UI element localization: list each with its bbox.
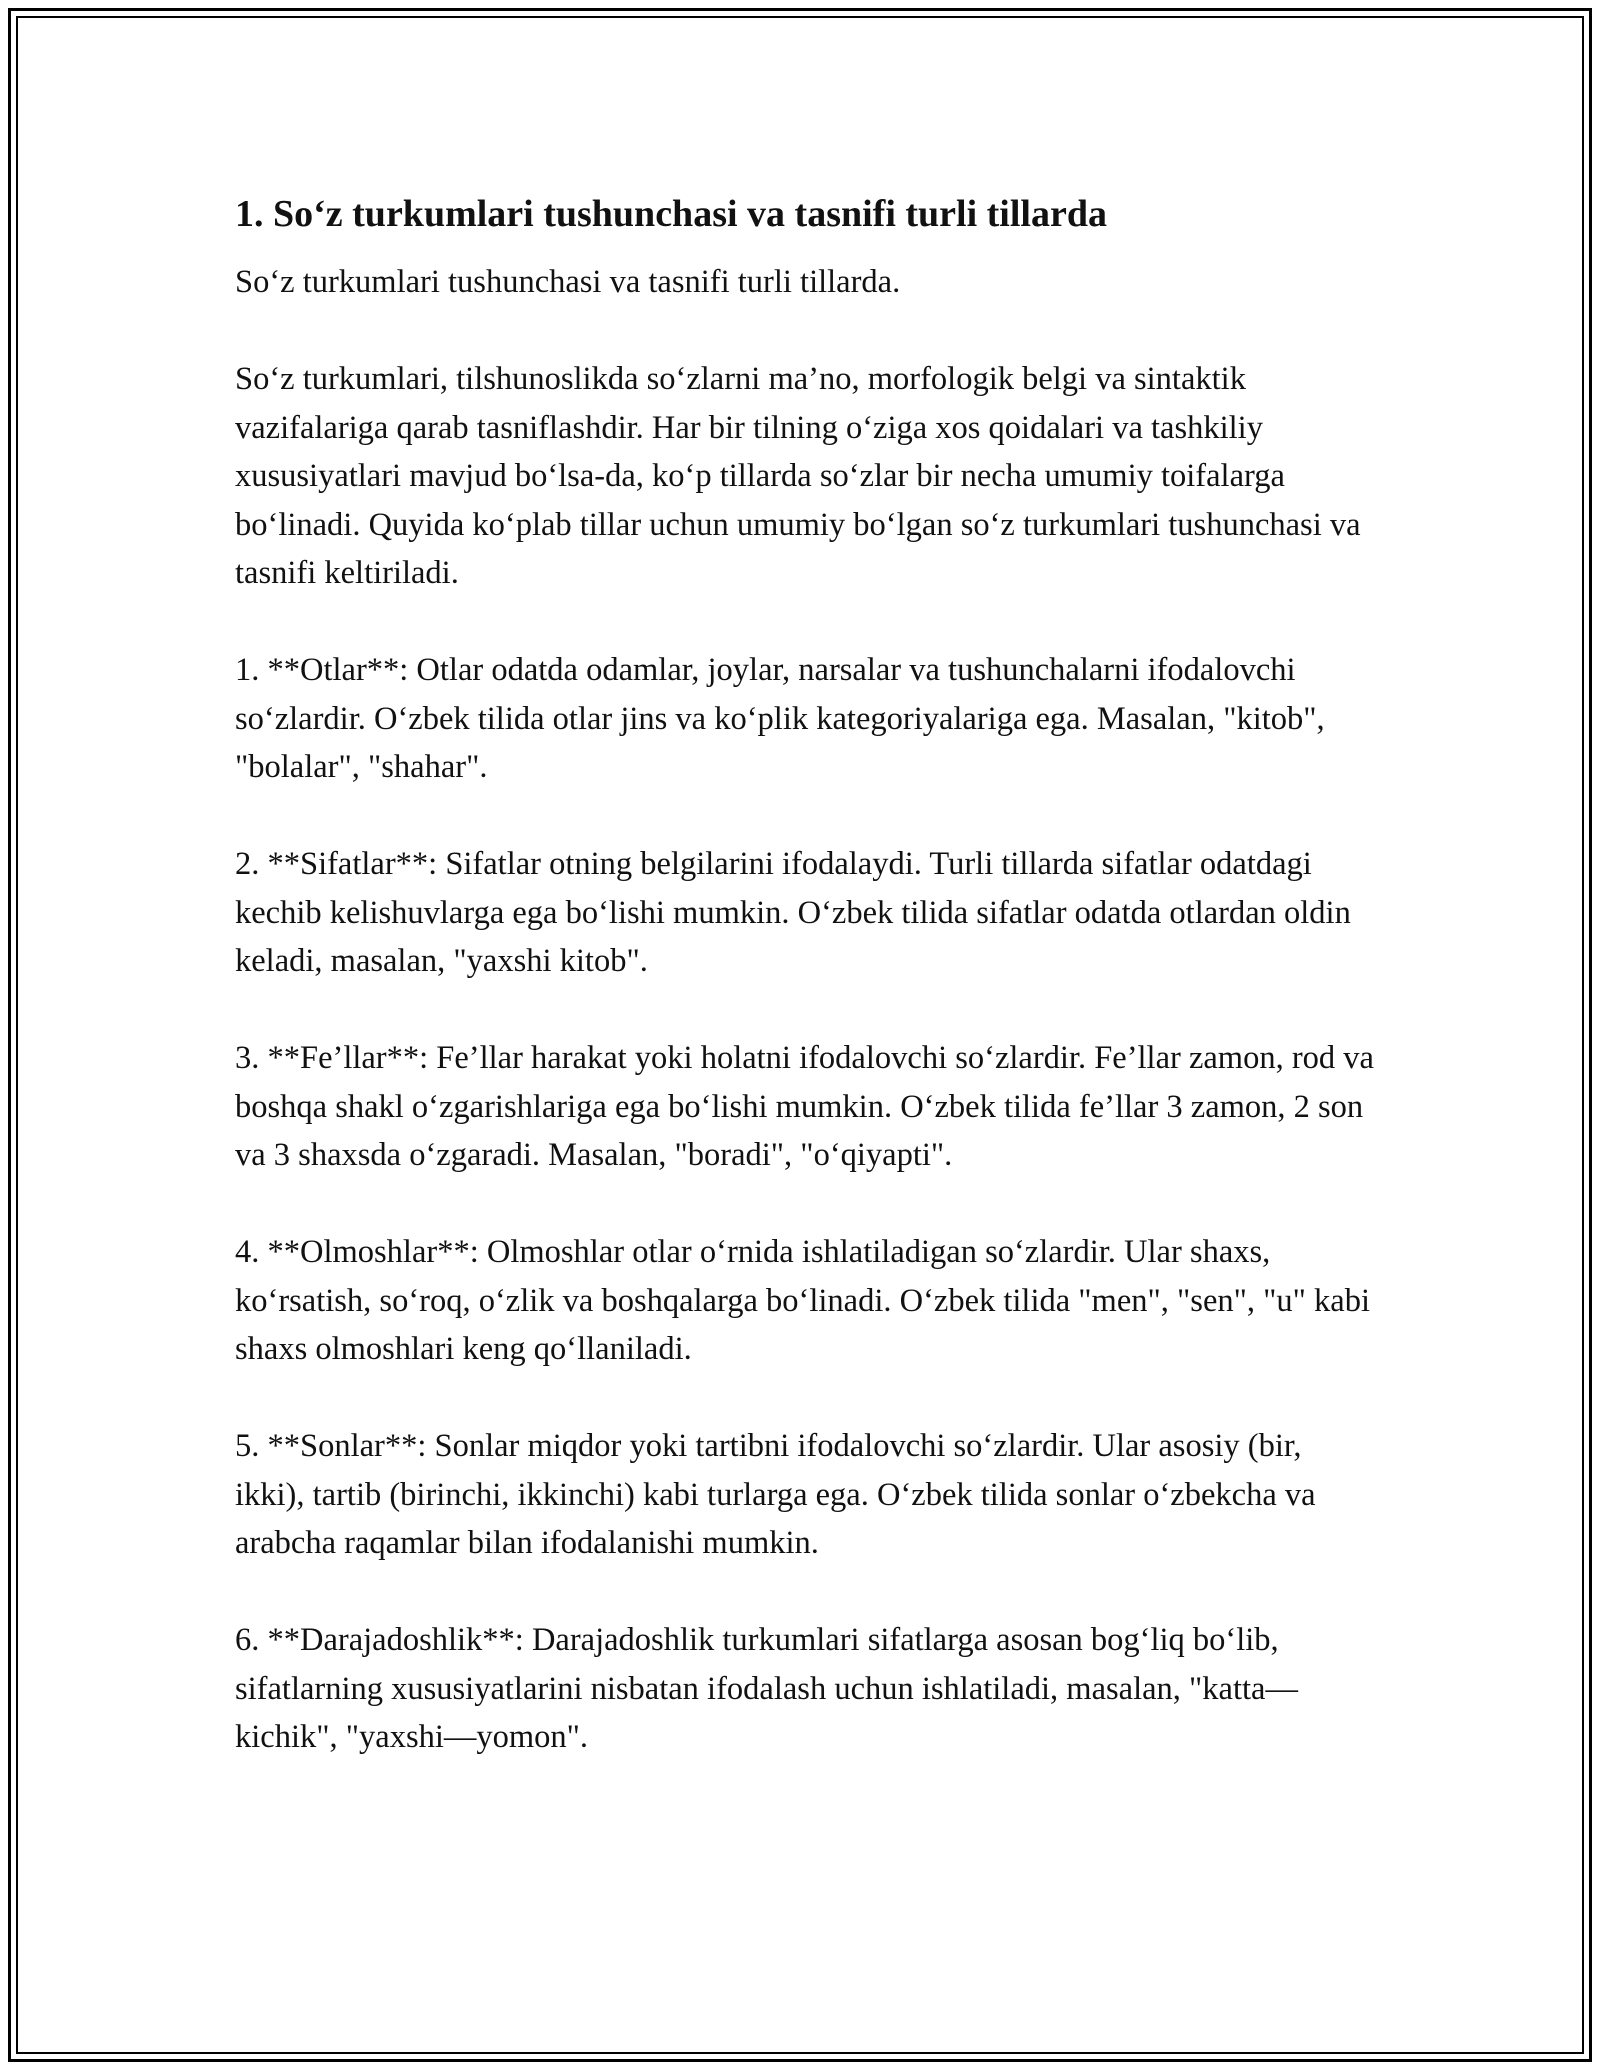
- paragraph-pronouns: 4. **Olmoshlar**: Olmoshlar otlar o‘rnida ishlatiladigan so‘zlardir. Ular shaxs, ko‘rsatish, so‘roq, o‘zlik va boshqalarga bo‘linadi. O‘zbek tilida "men", "sen", "u" kabi shaxs olmoshlari keng qo‘llaniladi.: [235, 1234, 1370, 1367]
- paragraph-overview: So‘z turkumlari, tilshunoslikda so‘zlarni ma’no, morfologik belgi va sintaktik vazifalariga qarab tasniflashdir. Har bir tilning o‘ziga xos qoidalari va tashkiliy xususiyatlari mavjud bo‘lsa-da, ko‘p tillarda so‘zlar bir necha umumiy toifalarga bo‘linadi. Quyida ko‘plab tillar uchun umumiy bo‘lgan so‘z turkumlari tushunchasi va tasnifi keltiriladi.: [235, 361, 1361, 591]
- paragraph-intro: So‘z turkumlari tushunchasi va tasnifi turli tillarda.: [235, 264, 901, 300]
- paragraph-adjectives: 2. **Sifatlar**: Sifatlar otning belgilarini ifodalaydi. Turli tillarda sifatlar odatdagi kechib kelishuvlarga ega bo‘lishi mumkin. O‘zbek tilida sifatlar odatda otlardan oldin keladi, masalan, "yaxshi kitob".: [235, 846, 1351, 979]
- document-page: [235, 188, 1375, 1762]
- paragraph-nouns: 1. **Otlar**: Otlar odatda odamlar, joylar, narsalar va tushunchalarni ifodalovchi so‘zlardir. O‘zbek tilida otlar jins va ko‘plik kategoriyalariga ega. Masalan, "kitob", "bolalar", "shahar".: [235, 652, 1325, 785]
- paragraph-numerals: 5. **Sonlar**: Sonlar miqdor yoki tartibni ifodalovchi so‘zlardir. Ular asosiy (bir, ikki), tartib (birinchi, ikkinchi) kabi turlarga ega. O‘zbek tilida sonlar o‘zbekcha va arabcha raqamlar bilan ifodalanishi mumkin.: [235, 1428, 1316, 1561]
- paragraph-gradation: 6. **Darajadoshlik**: Darajadoshlik turkumlari sifatlarga asosan bog‘liq bo‘lib, sifatlarning xususiyatlarini nisbatan ifodalash uchun ishlatiladi, masalan, "katta—kichik", "yaxshi—yomon".: [235, 1622, 1298, 1755]
- paragraph-verbs: 3. **Fe’llar**: Fe’llar harakat yoki holatni ifodalovchi so‘zlardir. Fe’llar zamon, rod va boshqa shakl o‘zgarishlariga ega bo‘lishi mumkin. O‘zbek tilida fe’llar 3 zamon, 2 son va 3 shaxsda o‘zgaradi. Masalan, "boradi", "o‘qiyapti".: [235, 1040, 1374, 1173]
- document-title: 1. So‘z turkumlari tushunchasi va tasnifi turli tillarda: [235, 193, 1107, 235]
